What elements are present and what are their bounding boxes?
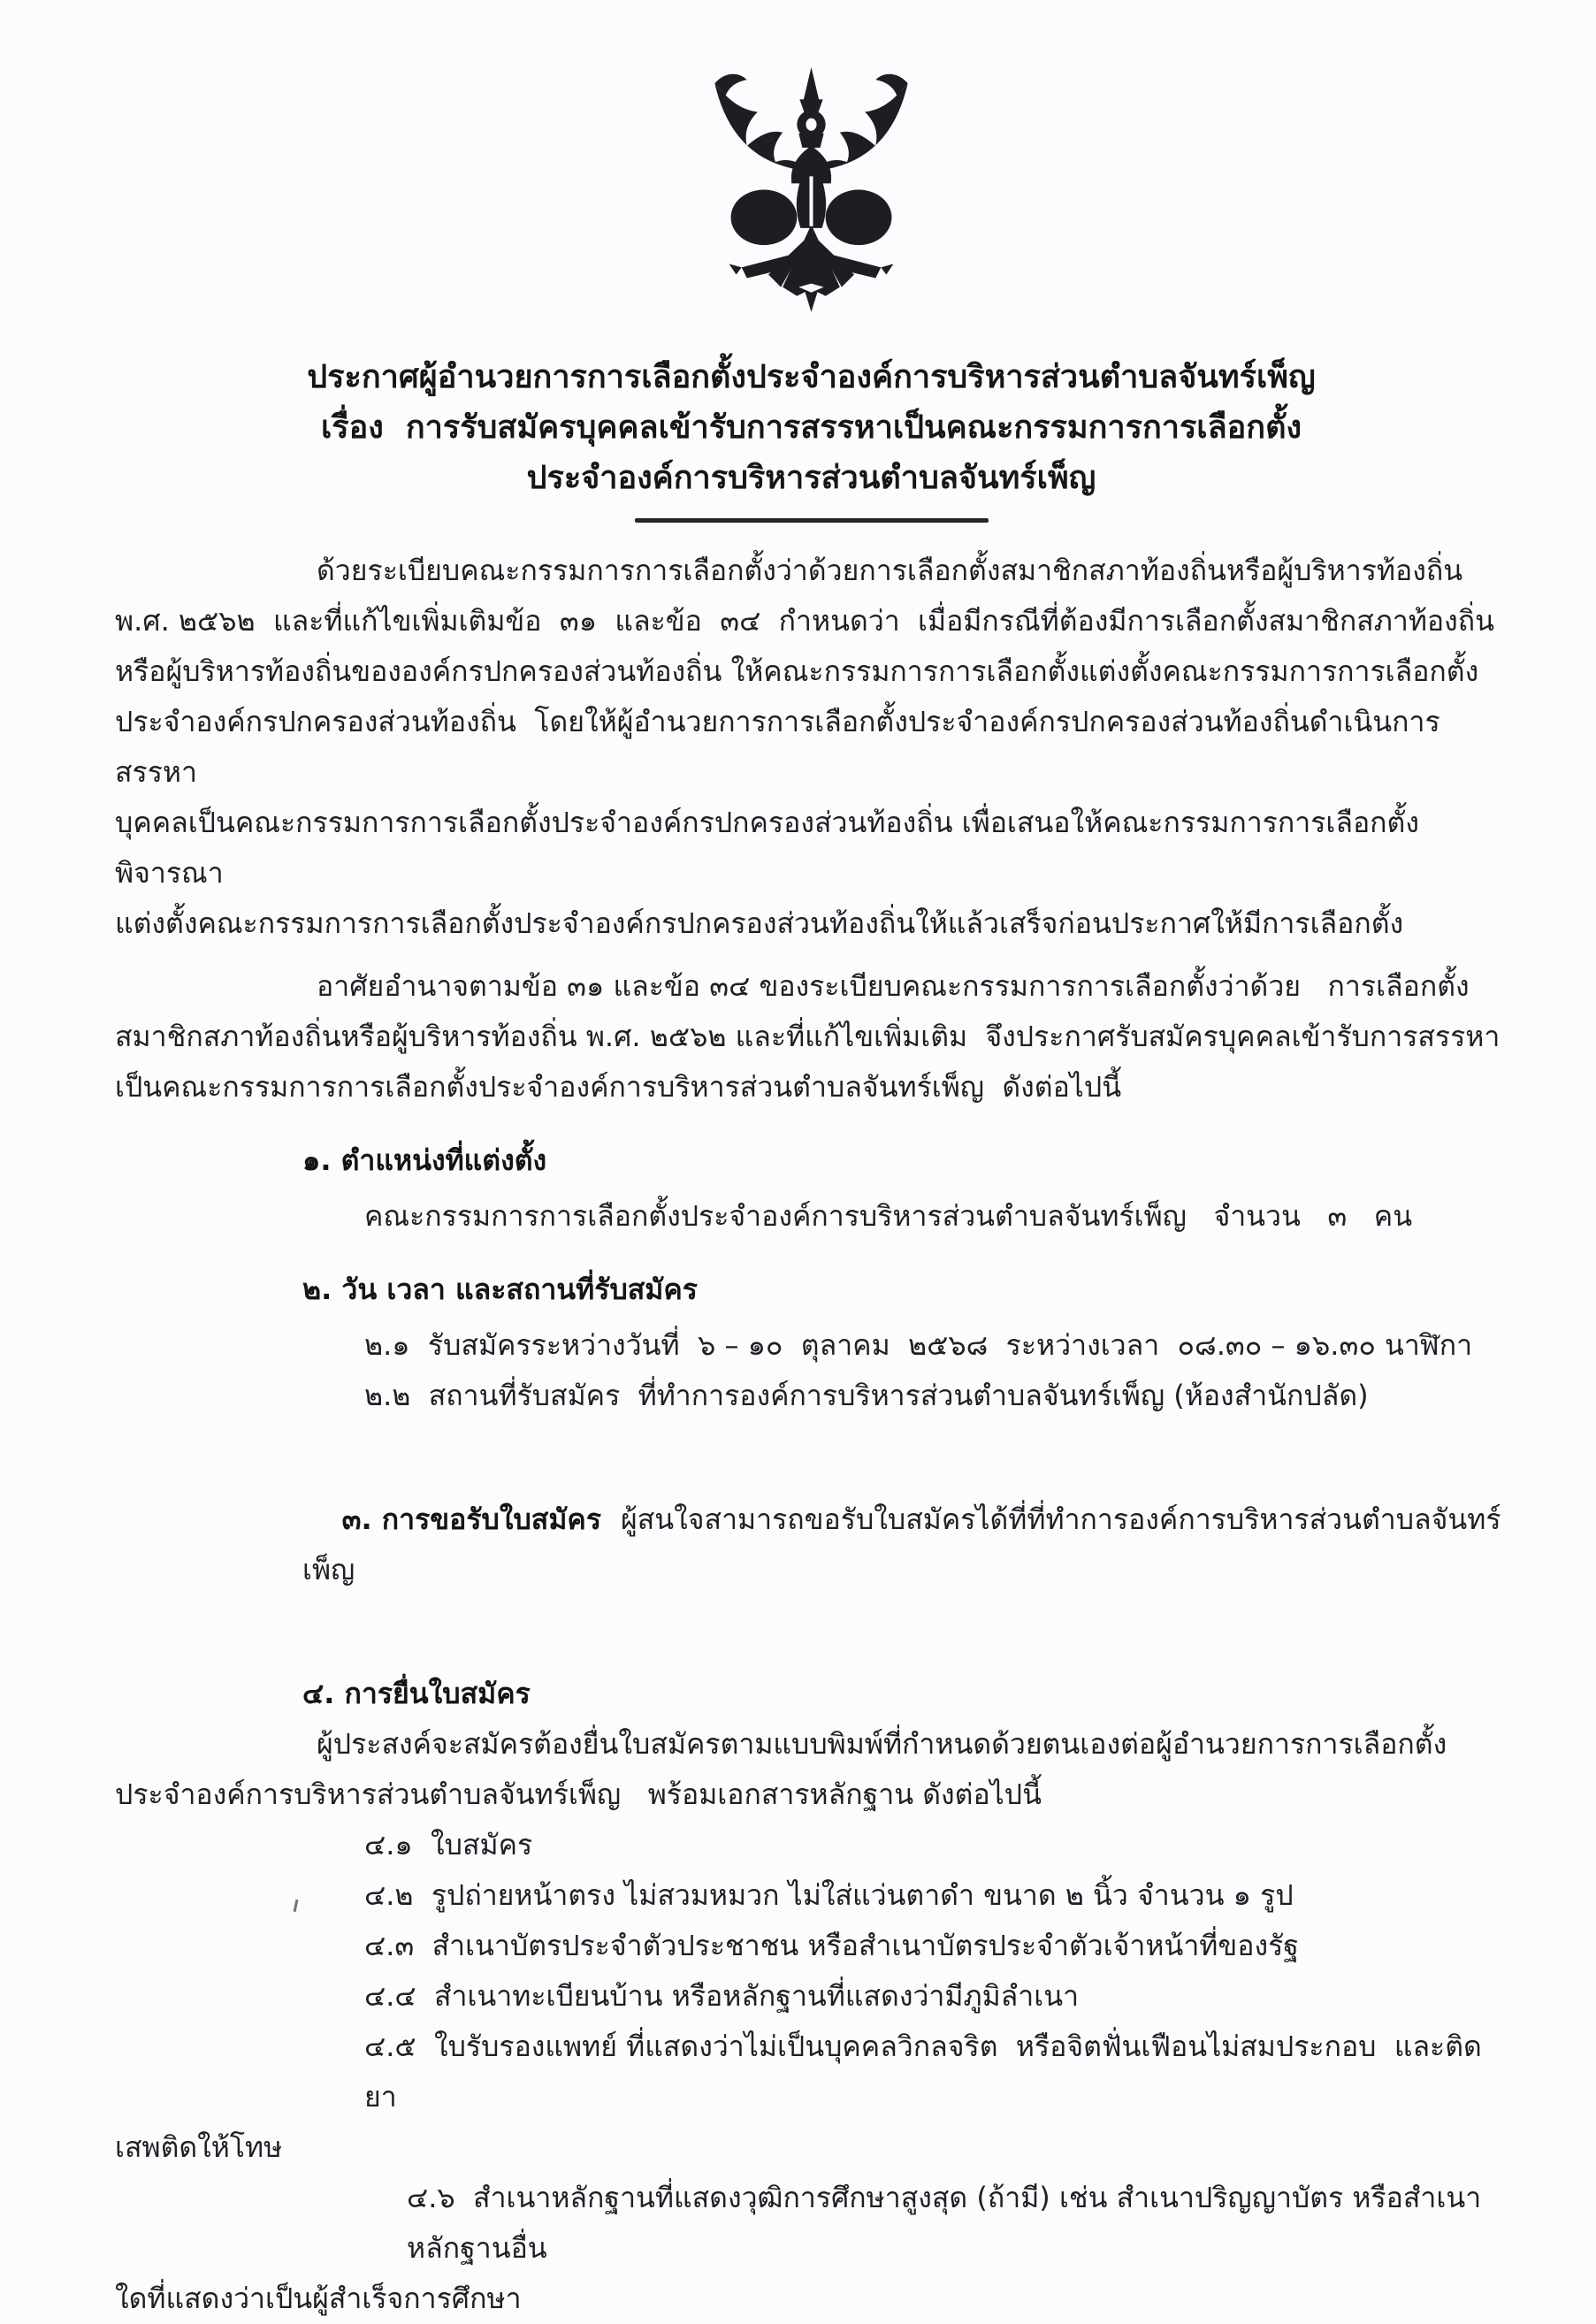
section-4-paragraph-line: ประจำองค์การบริหารส่วนตำบลจันทร์เพ็ญ พร้อมเอกสารหลักฐาน ดังต่อไปนี้ (115, 1777, 1042, 1811)
section-3-application-form (115, 1444, 1508, 1646)
section-4-item-6: ๔.๖ สำเนาหลักฐานที่แสดงวุฒิการศึกษาสูงสุด (ถ้ามี) เช่น สำเนาปริญญาบัตร หรือสำเนาหลักฐานอื่น (407, 2181, 1482, 2265)
title-line-1: ประกาศผู้อำนวยการการเลือกตั้งประจำองค์การบริหารส่วนตำบลจันทร์เพ็ญ (307, 359, 1316, 395)
section-4-item-5: ๔.๕ ใบรับรองแพทย์ ที่แสดงว่าไม่เป็นบุคคลวิกลจริต หรือจิตฟั่นเฟือนไม่สมประกอบ และติดยา (364, 2030, 1482, 2114)
section-1-body: คณะกรรมการการเลือกตั้งประจำองค์การบริหารส่วนตำบลจันทร์เพ็ญ จำนวน ๓ คน (364, 1199, 1413, 1233)
section-3-body: ผู้สนใจสามารถขอรับใบสมัครได้ที่ที่ทำการองค์การบริหารส่วนตำบลจันทร์เพ็ญ (302, 1502, 1501, 1586)
title-line-2: เรื่อง การรับสมัครบุคคลเข้ารับการสรรหาเป็นคณะกรรมการการเลือกตั้ง (320, 409, 1302, 446)
section-1-appointed-positions (115, 1135, 1508, 1242)
section-3-heading: ๓. การขอรับใบสมัคร (341, 1502, 602, 1536)
intro-line: บุคคลเป็นคณะกรรมการการเลือกตั้งประจำองค์กรปกครองส่วนท้องถิ่น เพื่อเสนอให้คณะกรรมการการเลือกตั้งพิจารณา (115, 806, 1419, 890)
document-title (115, 352, 1508, 503)
section-4-item-1: ๔.๑ ใบสมัคร (364, 1828, 533, 1861)
section-2-date-time-place (115, 1265, 1508, 1421)
section-4-paragraph-line: ผู้ประสงค์จะสมัครต้องยื่นใบสมัครตามแบบพิมพ์ที่กำหนดด้วยตนเองต่อผู้อำนวยการการเลือกตั้ง (317, 1727, 1447, 1761)
section-4-heading: ๔. การยื่นใบสมัคร (302, 1677, 531, 1710)
section-4-submission (115, 1669, 1508, 2324)
section-4-item-4: ๔.๔ สำเนาทะเบียนบ้าน หรือหลักฐานที่แสดงว่ามีภูมิลำเนา (364, 1979, 1080, 2013)
section-2-item-1: ๒.๑ รับสมัครระหว่างวันที่ ๖ – ๑๐ ตุลาคม ๒๕๖๘ ระหว่างเวลา ๐๘.๓๐ – ๑๖.๓๐ นาฬิกา (364, 1328, 1473, 1362)
emblem-container (115, 0, 1508, 320)
intro-line: ประจำองค์กรปกครองส่วนท้องถิ่น โดยให้ผู้อำนวยการการเลือกตั้งประจำองค์กรปกครองส่วนท้องถิ่นดำเนินการสรรหา (115, 705, 1440, 789)
intro-line: แต่งตั้งคณะกรรมการการเลือกตั้งประจำองค์กรปกครองส่วนท้องถิ่นให้แล้วเสร็จก่อนประกาศให้มีการเลือกตั้ง (115, 906, 1404, 940)
section-2-item-2: ๒.๒ สถานที่รับสมัคร ที่ทำการองค์การบริหารส่วนตำบลจันทร์เพ็ญ (ห้องสำนักปลัด) (364, 1379, 1369, 1412)
section-2-heading: ๒. วัน เวลา และสถานที่รับสมัคร (302, 1273, 698, 1306)
section-4-item-2: ๔.๒ รูปถ่ายหน้าตรง ไม่สวมหมวก ไม่ใส่แว่นตาดำ ขนาด ๒ นิ้ว จำนวน ๑ รูป (364, 1878, 1294, 1912)
section-4-item-3: ๔.๓ สำเนาบัตรประจำตัวประชาชน หรือสำเนาบัตรประจำตัวเจ้าหน้าที่ของรัฐ (364, 1929, 1299, 1962)
authority-line: เป็นคณะกรรมการการเลือกตั้งประจำองค์การบริหารส่วนตำบลจันทร์เพ็ญ ดังต่อไปนี้ (115, 1070, 1122, 1104)
authority-paragraph (115, 961, 1508, 1112)
intro-line: พ.ศ. ๒๕๖๒ และที่แก้ไขเพิ่มเติมข้อ ๓๑ และข้อ ๓๔ กำหนดว่า เมื่อมีกรณีที่ต้องมีการเลือกตั้งสมาชิกสภาท้องถิ่น (115, 604, 1494, 638)
title-line-3: ประจำองค์การบริหารส่วนตำบลจันทร์เพ็ญ (526, 460, 1096, 496)
intro-line: ด้วยระเบียบคณะกรรมการการเลือกตั้งว่าด้วยการเลือกตั้งสมาชิกสภาท้องถิ่นหรือผู้บริหารท้องถิ่น (317, 554, 1463, 587)
section-1-heading: ๑. ตำแหน่งที่แต่งตั้ง (302, 1143, 547, 1177)
authority-line: สมาชิกสภาท้องถิ่นหรือผู้บริหารท้องถิ่น พ.ศ. ๒๕๖๒ และที่แก้ไขเพิ่มเติม จึงประกาศรับสมัครบุคคลเข้ารับการสรรหา (115, 1020, 1501, 1053)
section-4-item-5-continuation: เสพติดให้โทษ (115, 2130, 283, 2164)
section-4-item-6-continuation: ใดที่แสดงว่าเป็นผู้สำเร็จการศึกษา (115, 2282, 522, 2315)
intro-line: หรือผู้บริหารท้องถิ่นขององค์กรปกครองส่วนท้องถิ่น ให้คณะกรรมการการเลือกตั้งแต่งตั้งคณะกรรมการการเลือกตั้ง (115, 654, 1479, 688)
authority-line: อาศัยอำนาจตามข้อ ๓๑ และข้อ ๓๔ ของระเบียบคณะกรรมการการเลือกตั้งว่าด้วย การเลือกตั้ง (317, 969, 1470, 1003)
intro-paragraph (115, 546, 1508, 949)
garuda-emblem-icon (676, 64, 946, 318)
title-divider-rule (635, 518, 989, 523)
